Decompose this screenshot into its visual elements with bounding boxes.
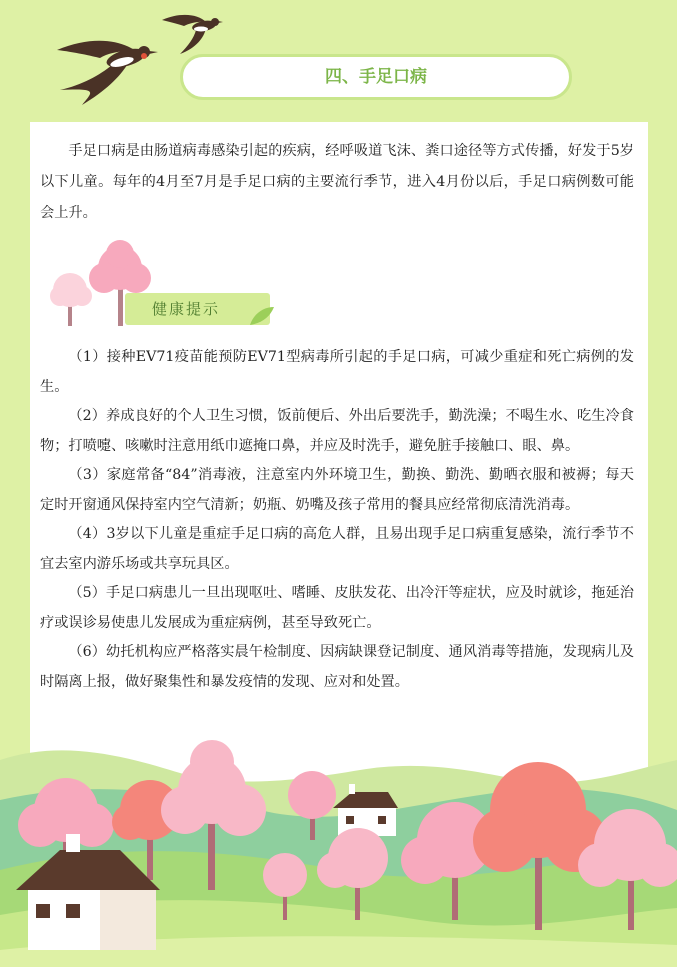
swallow-large-icon (52, 30, 162, 110)
tip-item-2: （2）养成良好的个人卫生习惯，饭前便后、外出后要洗手，勤洗澡；不喝生水、吃生冷食物；打喷嚏、咳嗽时注意用纸巾遮掩口鼻，并应及时洗手，避免脏手接触口、眼、鼻。 (40, 408, 634, 454)
health-tips-label: 健康提示 (152, 300, 221, 318)
spring-landscape-illustration (0, 740, 677, 967)
tip-item-3: （3）家庭常备“84”消毒液，注意室内外环境卫生，勤换、勤洗、勤晒衣服和被褥；每天定时开窗通风保持室内空气清新；奶瓶、奶嘴及孩子常用的餐具应经常彻底清洗消毒。 (40, 467, 634, 513)
tip-item-4: （4）3岁以下儿童是重症手足口病的高危人群，且易出现手足口病重复感染，流行季节不宜去室内游乐场或共享玩具区。 (40, 526, 634, 572)
health-tips-list (40, 343, 634, 697)
tip-item-5: （5）手足口病患儿一旦出现呕吐、嗜睡、皮肤发花、出冷汗等症状，应及时就诊，拖延治疗或误诊易使患儿发展成为重症病例，甚至导致死亡。 (40, 585, 634, 631)
page-title: 四、手足口病 (325, 67, 427, 87)
section-title-banner (180, 54, 572, 100)
tip-item-1: （1）接种EV71疫苗能预防EV71型病毒所引起的手足口病，可减少重症和死亡病例的发生。 (40, 349, 634, 395)
leaf-icon (248, 305, 276, 327)
tip-item-6: （6）幼托机构应严格落实晨午检制度、因病缺课登记制度、通风消毒等措施，发现病儿及时隔离上报，做好聚集性和暴发疫情的发现、应对和处置。 (40, 644, 634, 690)
intro-paragraph: 手足口病是由肠道病毒感染引起的疾病，经呼吸道飞沫、粪口途径等方式传播，好发于5岁以下儿童。每年的4月至7月是手足口病的主要流行季节，进入4月份以后，手足口病例数可能会上升。 (40, 143, 634, 221)
swallow-small-icon (160, 8, 224, 58)
